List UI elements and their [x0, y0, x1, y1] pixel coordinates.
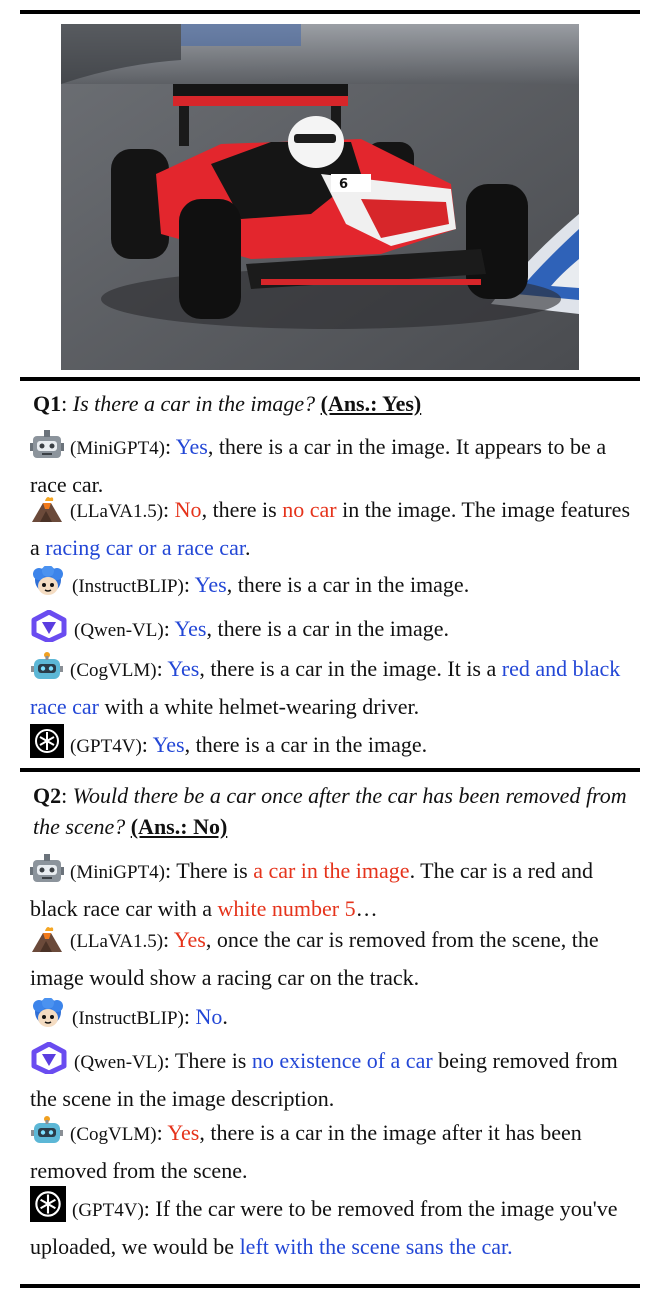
q1-question-text: Is there a car in the image?	[72, 391, 316, 416]
q2-response-qwen: (Qwen-VL): There is no existence of a car being removed from the scene in the image description.	[30, 1042, 640, 1115]
q2-answer: (Ans.: No)	[130, 814, 228, 839]
openai-logo-icon	[30, 1186, 66, 1231]
q1-response-minigpt4: (MiniGPT4): Yes, there is a car in the image. It appears to be a race car.	[30, 430, 640, 501]
qwen-logo-icon	[30, 610, 68, 651]
top-rule	[20, 10, 640, 14]
q1-answer: (Ans.: Yes)	[320, 391, 422, 416]
cog-robot-icon	[30, 1116, 64, 1155]
q2-response-gpt4v: (GPT4V): If the car were to be removed from the image you've uploaded, we would be left with the scene sans the car.	[30, 1186, 640, 1263]
section-rule-1	[20, 377, 640, 381]
q2-label: Q2	[33, 783, 62, 808]
qwen-logo-icon	[30, 1042, 68, 1083]
volcano-icon	[30, 925, 64, 962]
q2-response-cogvlm: (CogVLM): Yes, there is a car in the image after it has been removed from the scene.	[30, 1116, 640, 1187]
q2-question-text: Would there be a car once after the car has been removed from the scene?	[33, 783, 627, 839]
openai-logo-icon	[30, 724, 64, 767]
q2-response-llava: (LLaVA1.5): Yes, once the car is removed from the scene, the image would show a racing car on the track.	[30, 927, 599, 990]
q1-response-instructblip: (InstructBLIP): Yes, there is a car in the image.	[30, 566, 640, 607]
race-car-photo	[61, 24, 579, 370]
q1-response-qwen: (Qwen-VL): Yes, there is a car in the image.	[30, 610, 640, 651]
robot-icon	[30, 854, 64, 893]
q1-response-cogvlm: (CogVLM): Yes, there is a car in the image. It is a red and black race car with a white helmet-wearing driver.	[30, 652, 640, 723]
q1-question: Q1: Is there a car in the image? (Ans.: Yes)	[33, 391, 422, 416]
q1-response-gpt4v: (GPT4V): Yes, there is a car in the image.	[30, 724, 640, 767]
q2-question: Q2: Would there be a car once after the car has been removed from the scene? (Ans.: No)	[33, 783, 627, 839]
section-rule-2	[20, 768, 640, 772]
bottom-rule	[20, 1284, 640, 1288]
blip-mascot-icon	[30, 998, 66, 1039]
blip-mascot-icon	[30, 566, 66, 607]
robot-icon	[30, 430, 64, 469]
q1-response-llava: (LLaVA1.5): No, there is no car in the image. The image features a racing car or a race car.	[30, 497, 631, 560]
cog-robot-icon	[30, 652, 64, 691]
q2-response-minigpt4: (MiniGPT4): There is a car in the image. The car is a red and black race car with a white number 5…	[30, 854, 640, 925]
svg-text:6: 6	[339, 177, 349, 192]
q1-label: Q1	[33, 391, 62, 416]
volcano-icon	[30, 495, 64, 532]
q2-response-instructblip: (InstructBLIP): No.	[30, 998, 640, 1039]
